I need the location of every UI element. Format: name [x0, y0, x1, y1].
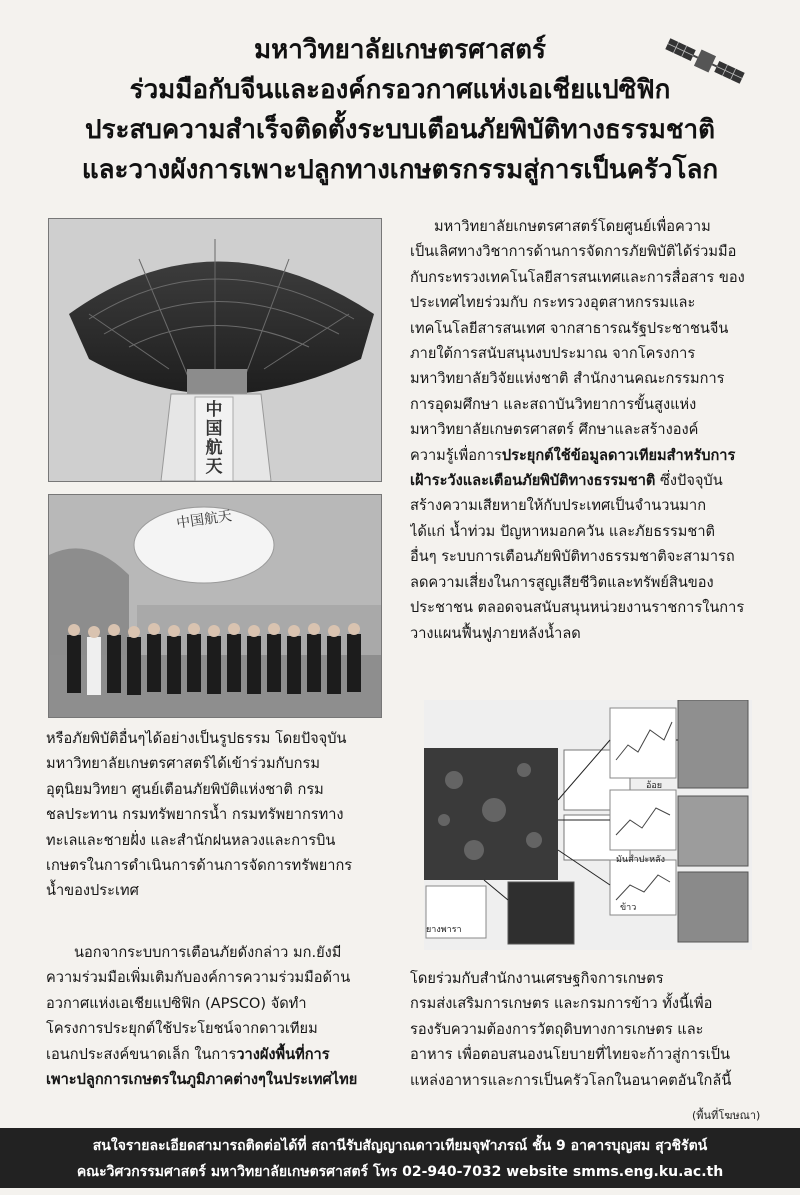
text-line: ชลประทาน กรมทรัพยากรน้ำ กรมทรัพยากรทาง — [46, 806, 344, 824]
article-right-low — [410, 966, 755, 1093]
text-line — [46, 1042, 382, 1067]
text-segment: ซึ่งปัจจุบัน — [655, 472, 723, 490]
text-line: มหาวิทยาลัยเกษตรศาสตร์โดยศูนย์เพื่อความ — [434, 218, 711, 235]
bold-phrase: เพาะปลูกการเกษตรในภูมิภาคต่างๆในประเทศไทย — [46, 1071, 358, 1089]
article-left-low — [46, 940, 382, 1092]
dish-sign-text: 中国航天 — [205, 400, 223, 477]
text-line: เทคโนโลยีสารสนเทศ จากสาธารณรัฐประชาชนจีน — [410, 319, 729, 337]
text-line: อื่นๆ ระบบการเตือนภัยพิบัติทางธรรมชาติจะสามารถ — [410, 548, 735, 566]
text-line: อาหาร เพื่อตอบสนองนโยบายที่ไทยจะก้าวสู่การเป็น — [410, 1046, 731, 1064]
text-line — [410, 468, 755, 493]
text-line: ประเทศไทยร่วมกับ กระทรวงอุตสาหกรรมและ — [410, 294, 696, 312]
text-line: ความร่วมมือเพิ่มเติมกับองค์การความร่วมมือด้าน — [46, 969, 351, 987]
text-line: ได้แก่ น้ำท่วม ปัญหาหมอกควัน และภัยธรรมชาติ — [410, 522, 716, 540]
text-line: เกษตรในการดำเนินการด้านการจัดการทรัพยากร — [46, 857, 353, 875]
photo-map-collage — [424, 700, 752, 950]
text-line: ทะเลและชายฝั่ง และสำนักฝนหลวงและการบิน — [46, 831, 336, 849]
text-line: โครงการประยุกต์ใช้ประโยชน์จากดาวเทียม — [46, 1020, 318, 1038]
headline — [40, 30, 760, 190]
text-line: นอกจากระบบการเตือนภัยดังกล่าว มก.ยังมี — [74, 944, 342, 961]
text-line: มหาวิทยาลัยเกษตรศาสตร์ได้เข้าร่วมกับกรม — [46, 755, 320, 773]
headline-line-4: และวางผังการเพาะปลูกทางเกษตรกรรมสู่การเป็นครัวโลก — [81, 155, 719, 185]
bold-phrase: วางผังพื้นที่การ — [236, 1045, 330, 1063]
map-label-rubber: ยางพารา — [426, 925, 462, 935]
text-line: อุตุนิยมวิทยา ศูนย์เตือนภัยพิบัติแห่งชาติ กรม — [46, 780, 324, 798]
text-line: กรมส่งเสริมการเกษตร และกรมการข้าว ทั้งนี้เพื่อ — [410, 995, 713, 1013]
headline-line-3: ประสบความสำเร็จติดตั้งระบบเตือนภัยพิบัติทางธรรมชาติ — [85, 115, 715, 145]
text-line: ภายใต้การสนับสนุนงบประมาณ จากโครงการ — [410, 345, 696, 363]
map-label-sugarcane: อ้อย — [646, 781, 663, 791]
satellite-icon — [660, 30, 750, 92]
text-line: มหาวิทยาลัยเกษตรศาสตร์ ศึกษาและสร้างองค์ — [410, 421, 699, 439]
text-line: ประชาชน ตลอดจนสนับสนุนหน่วยงานราชการในการ — [410, 599, 745, 617]
footer-contact-bar — [0, 1128, 800, 1188]
text-line: สร้างความเสียหายให้กับประเทศเป็นจำนวนมาก — [410, 497, 707, 515]
text-segment: ความรู้เพื่อการ — [410, 446, 502, 464]
text-line: วางแผนฟื้นฟูภายหลังน้ำลด — [410, 624, 581, 642]
map-label-cassava: มันสำปะหลัง — [616, 855, 666, 865]
text-line: น้ำของประเทศ — [46, 882, 139, 900]
dish-logo-text: 中国航天 — [175, 508, 233, 532]
text-line: แหล่งอาหารและการเป็นครัวโลกในอนาคตอันใกล้นี้ — [410, 1071, 732, 1089]
text-line: ลดความเสี่ยงในการสูญเสียชีวิตและทรัพย์สินของ — [410, 573, 714, 591]
footer-line-2: คณะวิศวกรรมศาสตร์ มหาวิทยาลัยเกษตรศาสตร์ โทร 02-940-7032 website smms.eng.ku.ac.th — [76, 1164, 724, 1180]
map-label-rice: ข้าว — [620, 903, 637, 913]
text-line: การอุดมศึกษา และสถาบันวิทยาการขั้นสูงแห่ง — [410, 395, 697, 413]
headline-line-2: ร่วมมือกับจีนและองค์กรอวกาศแห่งเอเชียแปซิฟิก — [129, 75, 671, 105]
text-line: อวกาศแห่งเอเชียแปซิฟิก (APSCO) จัดทำ — [46, 994, 307, 1012]
article-left-mid — [46, 726, 382, 904]
footer-line-1: สนใจรายละเอียดสามารถติดต่อได้ที่ สถานีรับสัญญาณดาวเทียมจุฬาภรณ์ ชั้น 9 อาคารบุญสม สุวชิรัตน์ — [92, 1138, 708, 1154]
article-right-top — [410, 214, 755, 646]
bold-phrase: ประยุกต์ใช้ข้อมูลดาวเทียมสำหรับการ — [501, 446, 736, 464]
text-line: หรือภัยพิบัติอื่นๆได้อย่างเป็นรูปธรรม โดยปัจจุบัน — [46, 730, 347, 747]
text-line: กับกระทรวงเทคโนโลยีสารสนเทศและการสื่อสาร ของ — [410, 268, 745, 286]
bold-phrase: เฝ้าระวังและเตือนภัยพิบัติทางธรรมชาติ — [410, 472, 656, 490]
text-line: มหาวิทยาลัยวิจัยแห่งชาติ สำนักงานคณะกรรมการ — [410, 370, 725, 388]
text-line: รองรับความต้องการวัตถุดิบทางการเกษตร และ — [410, 1020, 704, 1038]
text-line — [410, 443, 755, 468]
photo-group — [48, 494, 382, 718]
advertisement-note: (พื้นที่โฆษณา) — [692, 1109, 761, 1122]
headline-line-1: มหาวิทยาลัยเกษตรศาสตร์ — [253, 35, 547, 65]
photo-satellite-dish — [48, 218, 382, 482]
text-line: เป็นเลิศทางวิชาการด้านการจัดการภัยพิบัติได้ร่วมมือ — [410, 243, 737, 261]
text-segment: เอนกประสงค์ขนาดเล็ก ในการ — [46, 1045, 237, 1063]
text-line: โดยร่วมกับสำนักงานเศรษฐกิจการเกษตร — [410, 970, 664, 987]
